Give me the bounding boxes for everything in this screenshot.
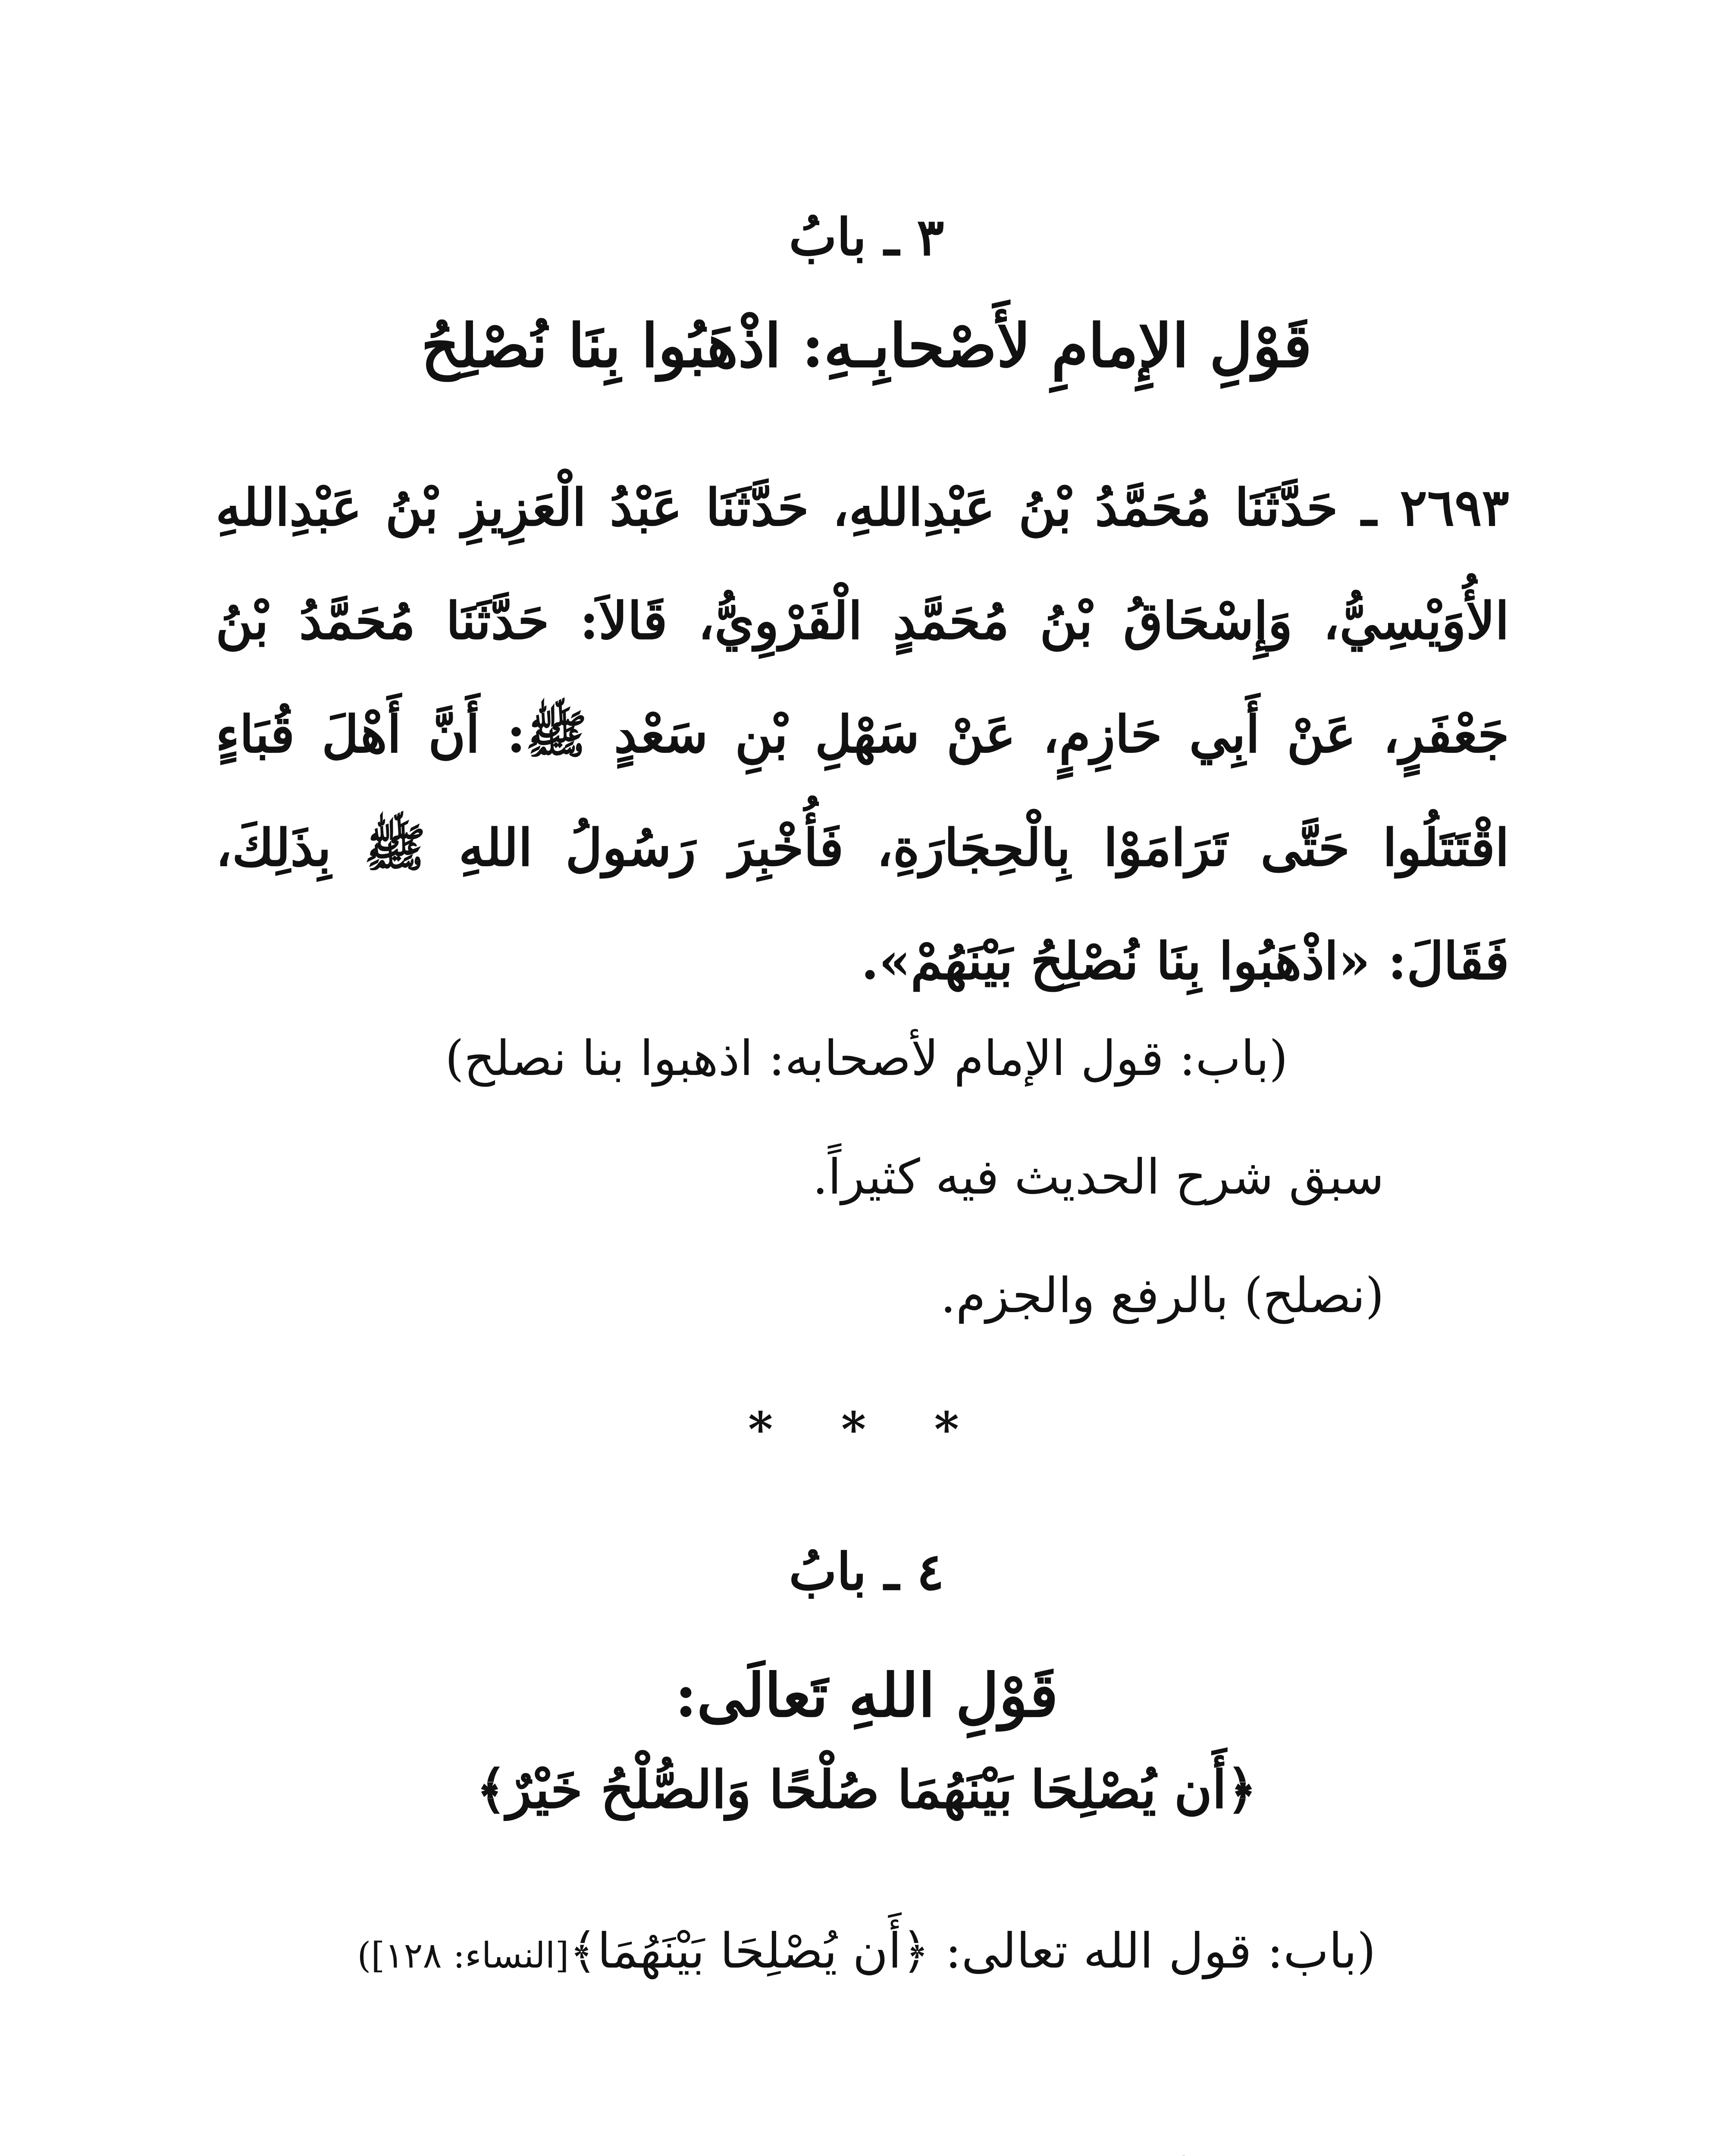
quran-verse: ﴿أَن يُصْلِحَا بَيْنَهُمَا صُلْحًا وَالصُّلْحُ خَيْرٌ﴾ — [476, 1759, 1257, 1820]
chapter-number: ٣ ـ بابُ — [789, 207, 944, 267]
chapter-title: قَوْلِ الإِمامِ لأَصْحابِـهِ: اذْهَبُوا بِنَا نُصْلِحُ — [421, 310, 1312, 381]
section-separator: * * * — [748, 1401, 985, 1457]
verse-reference: [النساء: ١٢٨]) — [357, 1935, 569, 1976]
chapter-number: ٤ ـ بابُ — [789, 1542, 944, 1601]
commentary-heading: (باب: قول الإمام لأصحابه: اذهبوا بنا نصلح) — [445, 1031, 1288, 1087]
commentary-line: (نصلح) بالرفع والجزم. — [940, 1268, 1384, 1324]
chapter-title: قَوْلِ اللهِ تَعالَى: — [675, 1660, 1058, 1730]
hadith-text: ٢٦٩٣ ـ حَدَّثَنَا مُحَمَّدُ بْنُ عَبْدِاللهِ، حَدَّثَنَا عَبْدُ الْعَزِيزِ بْنُ عَبْدِاللهِ الأُوَيْسِيُّ، وَإِسْحَاقُ بْنُ مُحَمَّدٍ الْفَرْوِيُّ، قَالاَ: حَدَّثَنَا مُحَمَّدُ بْنُ جَعْفَرٍ، عَنْ أَبِي حَازِمٍ، عَنْ سَهْلِ بْنِ سَعْدٍ ﷺ: أَنَّ أَهْلَ قُبَاءٍ اقْتَتَلُوا حَتَّى تَرَامَوْا بِالْحِجَارَةِ، فَأُخْبِرَ رَسُولُ اللهِ ﷺ بِذَلِكَ، فَقَالَ: «اذْهَبُوا بِنَا نُصْلِحُ بَيْنَهُمْ». — [216, 477, 1509, 991]
commentary-heading — [0, 1923, 1733, 1979]
commentary-heading-text: (باب: قول الله تعالى: ﴿أَن يُصْلِحَا بَيْنَهُمَا﴾ — [569, 1923, 1376, 1979]
commentary-line: سبق شرح الحديث فيه كثيراً. — [812, 1149, 1384, 1205]
hadith-text — [216, 2130, 1509, 2156]
